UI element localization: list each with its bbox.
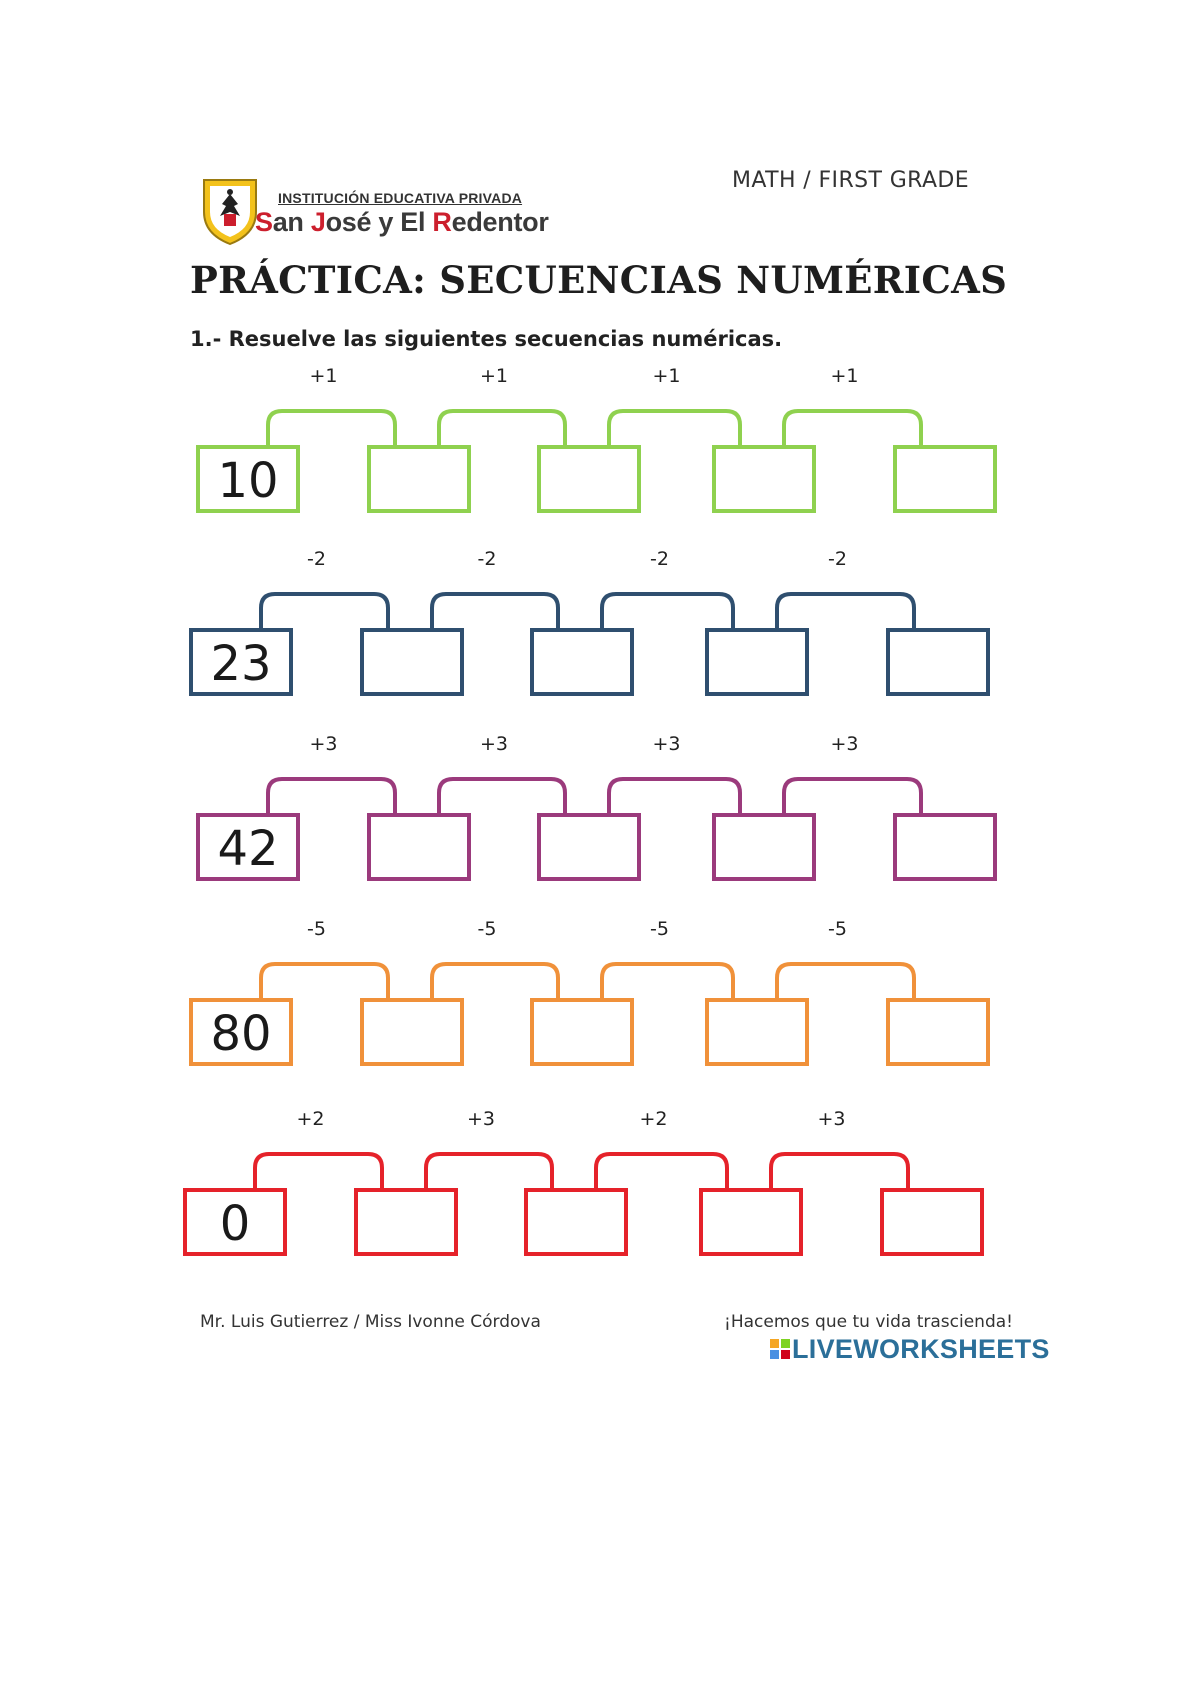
- step-operation: -2: [828, 548, 847, 570]
- start-number: 10: [217, 453, 279, 509]
- answer-box[interactable]: [712, 813, 816, 881]
- sequence-row: [0, 365, 1200, 545]
- step-connector: [602, 594, 733, 628]
- step-operation: +3: [652, 733, 681, 755]
- answer-box[interactable]: [530, 628, 634, 696]
- answer-box[interactable]: [530, 998, 634, 1066]
- sequence-start-box: [183, 1188, 287, 1256]
- step-connector: [268, 411, 395, 445]
- answer-box[interactable]: [886, 628, 990, 696]
- step-operation: -5: [650, 918, 669, 940]
- step-operation: -5: [307, 918, 326, 940]
- answer-box[interactable]: [524, 1188, 628, 1256]
- step-operation: -2: [650, 548, 669, 570]
- step-connector: [596, 1154, 727, 1188]
- school-shield-logo: [200, 176, 260, 246]
- step-operation: +2: [639, 1108, 668, 1130]
- step-connector: [432, 594, 558, 628]
- answer-box[interactable]: [367, 813, 471, 881]
- step-connector: [439, 779, 565, 813]
- school-type-label: INSTITUCIÓN EDUCATIVA PRIVADA: [278, 190, 523, 206]
- page-title: PRÁCTICA: SECUENCIAS NUMÉRICAS: [190, 258, 1008, 302]
- step-operation: +1: [652, 365, 681, 387]
- instruction-text: 1.- Resuelve las siguientes secuencias numéricas.: [190, 327, 783, 351]
- step-operation: -2: [307, 548, 326, 570]
- step-connector: [777, 594, 914, 628]
- step-operation: +3: [830, 733, 859, 755]
- step-connector: [261, 964, 388, 998]
- step-operation: -2: [477, 548, 497, 570]
- start-number: 42: [217, 821, 279, 877]
- step-connector: [609, 779, 740, 813]
- sequence-start-box: [189, 628, 293, 696]
- sequence-row: [0, 548, 1200, 728]
- step-connector: [784, 779, 921, 813]
- answer-box[interactable]: [367, 445, 471, 513]
- answer-box[interactable]: [360, 628, 464, 696]
- start-number: 23: [210, 636, 272, 692]
- step-connector: [255, 1154, 382, 1188]
- step-operation: -5: [477, 918, 497, 940]
- step-operation: +3: [817, 1108, 846, 1130]
- step-connector: [432, 964, 558, 998]
- step-connector: [261, 594, 388, 628]
- answer-box[interactable]: [886, 998, 990, 1066]
- answer-box[interactable]: [893, 813, 997, 881]
- start-number: 0: [219, 1196, 251, 1252]
- sequence-row: [0, 1108, 1200, 1288]
- step-operation: -5: [828, 918, 847, 940]
- step-operation: +3: [479, 733, 508, 755]
- teachers-credit: Mr. Luis Gutierrez / Miss Ivonne Córdova: [200, 1312, 541, 1332]
- school-name: San José y El Redentor: [255, 207, 549, 237]
- answer-box[interactable]: [705, 628, 809, 696]
- answer-box[interactable]: [880, 1188, 984, 1256]
- answer-box[interactable]: [699, 1188, 803, 1256]
- answer-box[interactable]: [705, 998, 809, 1066]
- sequence-row: [0, 733, 1200, 913]
- grade-label: MATH / FIRST GRADE: [732, 168, 970, 193]
- step-operation: +1: [830, 365, 859, 387]
- answer-box[interactable]: [712, 445, 816, 513]
- step-connector: [268, 779, 395, 813]
- step-connector: [784, 411, 921, 445]
- step-operation: +3: [309, 733, 338, 755]
- step-connector: [609, 411, 740, 445]
- school-motto: ¡Hacemos que tu vida trascienda!: [724, 1312, 1013, 1332]
- step-operation: +3: [466, 1108, 495, 1130]
- answer-box[interactable]: [893, 445, 997, 513]
- step-connector: [602, 964, 733, 998]
- sequence-start-box: [196, 813, 300, 881]
- step-operation: +1: [479, 365, 508, 387]
- sequence-start-box: [189, 998, 293, 1066]
- answer-box[interactable]: [360, 998, 464, 1066]
- sequence-row: [0, 918, 1200, 1098]
- step-connector: [426, 1154, 552, 1188]
- step-operation: +2: [296, 1108, 325, 1130]
- liveworksheets-logo-icon: [770, 1339, 790, 1359]
- step-connector: [439, 411, 565, 445]
- answer-box[interactable]: [537, 445, 641, 513]
- sequence-start-box: [196, 445, 300, 513]
- answer-box[interactable]: [537, 813, 641, 881]
- start-number: 80: [210, 1006, 272, 1062]
- liveworksheets-brand: LIVEWORKSHEETS: [770, 1334, 1050, 1365]
- answer-box[interactable]: [354, 1188, 458, 1256]
- step-operation: +1: [309, 365, 338, 387]
- step-connector: [771, 1154, 908, 1188]
- step-connector: [777, 964, 914, 998]
